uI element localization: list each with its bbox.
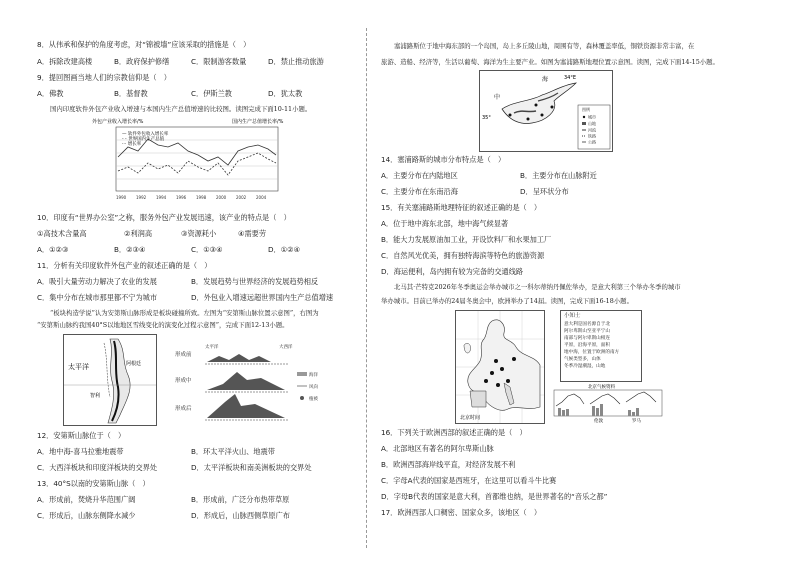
q12-option-a[interactable]: A．地中海-喜马拉雅地震带 [37, 447, 124, 456]
label-chile: 智利 [90, 393, 101, 399]
q14-option-c[interactable]: C．主要分布在东南沿海 [381, 187, 458, 196]
info-box-line-4: 平原，沿海平原，面积 [564, 343, 610, 348]
q17-stem: 17．欧洲西部人口稠密、国家众多，该地区（ ） [381, 508, 542, 517]
q16-option-c[interactable]: C．字母A代表的国家是西班牙，在这里可以看斗牛比赛 [381, 476, 557, 485]
q10-option-b[interactable]: B．②③④ [114, 245, 146, 254]
q14-stem: 14．塞浦路斯的城市分布特点是（ ） [381, 155, 506, 164]
q10-option-c[interactable]: C．①③④ [191, 245, 223, 254]
label-pacific-top: 太平洋 [205, 345, 219, 350]
q8-option-c[interactable]: C．限制游客数量 [191, 57, 247, 66]
label-sea: 海 [542, 76, 549, 83]
q8-option-b[interactable]: B．政府保护修缮 [114, 57, 170, 66]
q12-stem: 12．安第斯山脉位于（ ） [37, 431, 126, 440]
q10-option-a[interactable]: A．①②③ [37, 245, 69, 254]
svg-text:1990: 1990 [116, 195, 127, 200]
svg-text:1994: 1994 [156, 195, 167, 200]
q16-option-b[interactable]: B．欧洲西部海岸线平直，对经济发展不利 [381, 460, 516, 469]
label-argentina: 阿根廷 [126, 361, 142, 367]
q10-item-2: ②利润高 [124, 229, 153, 238]
intro-10-11: 国内印度软件外包产业收入增速与本国内生产总值增速的比较图。读图完成下面10-11小题。 [50, 105, 312, 113]
q15-option-d[interactable]: D．海运便利，岛内拥有较为完备的交通线路 [381, 267, 524, 276]
intro-12-13-line1: “板块构造学说”认为安第斯山脉形成是板块碰撞所致。左图为“安第斯山脉位置示意图”，右图为 [50, 309, 319, 317]
info-box-title: 小知士 [564, 313, 581, 319]
q9-option-d[interactable]: D．犹太教 [268, 89, 303, 98]
q15-option-a[interactable]: A．位于地中海东北部，地中海气候显著 [381, 219, 509, 228]
formation-diagram [175, 344, 340, 424]
q12-option-b[interactable]: B．环太平洋火山、地震带 [191, 447, 275, 456]
stage-during: 形成中 [175, 378, 192, 384]
q13-option-b[interactable]: B．形成前，广泛分布热带草原 [191, 495, 290, 504]
temp-curve-2 [590, 394, 620, 404]
q9-option-c[interactable]: C．伊斯兰教 [191, 89, 232, 98]
q9-option-b[interactable]: B．基督教 [114, 89, 148, 98]
temp-curve-3 [626, 392, 656, 402]
q11-option-c[interactable]: C．集中分布在城市那里都不宁为城市 [37, 293, 158, 302]
legend-wind: 风向 [309, 385, 318, 390]
q8-option-d[interactable]: D．禁止推动旅游 [268, 57, 324, 66]
chart-series-gdp [118, 153, 276, 175]
column-divider [366, 28, 367, 548]
plate-boundary [104, 343, 110, 397]
chart-y-right-label: 国内生产总值增长率/% [232, 119, 284, 125]
intro-16-18-line2: 举办城市。目前已举办的24届冬奥会中，欧洲举办了14届。读图，完成下面16-18小题。 [381, 297, 633, 305]
legend-ocean: 海洋 [309, 373, 318, 378]
q8-option-a[interactable]: A．拆除改建高楼 [37, 57, 93, 66]
q15-option-b[interactable]: B．能大力发展原油加工业，开设饮料厂和水果加工厂 [381, 235, 552, 244]
map3-caption: 北京时间 [460, 415, 481, 421]
andes-location-map [63, 334, 157, 426]
q15-option-c[interactable]: C．自然风光优美，拥有独特海滨等特色的旅游资源 [381, 251, 545, 260]
chart-series-outsourcing [118, 139, 276, 165]
intro-14-15-line1: 塞浦路斯位于地中海东部的一个岛国，岛上多丘陵山地，周围有等，森林覆盖率低，铜铁资源非常丰富，在 [394, 42, 695, 50]
info-box-line-6: 气候类型多，山体 [564, 357, 601, 362]
climate-label-london: 伦敦 [594, 419, 603, 424]
info-box [560, 310, 642, 382]
q11-option-b[interactable]: B．发展趋势与世界经济的发展趋势相反 [191, 277, 319, 286]
iberia [470, 391, 486, 407]
svg-text:2002: 2002 [236, 195, 247, 200]
stage-before: 形成前 [175, 352, 192, 358]
label-longitude: 34°E [564, 75, 577, 81]
q8-stem: 8．从伟承和保护的角度考虑，对“锦被墙”应该采取的措施是（ ） [37, 40, 251, 49]
climate-charts [548, 382, 666, 424]
map2-legend-railway: 铁路 [588, 133, 596, 139]
intro-12-13-line2: “安第斯山脉约我国40°S以地地区雪线变化的演变化过程示意图”，完成下面12-13小题。 [37, 321, 289, 329]
q16-option-d[interactable]: D．字母B代表的国家是意大利，首都维也纳，是世界著名的“音乐之都” [381, 492, 608, 501]
svg-text:1992: 1992 [136, 195, 147, 200]
q11-option-a[interactable]: A．吸引大量劳动力解决了农业的发展 [37, 277, 157, 286]
q10-item-1: ①高技术含量高 [37, 229, 87, 238]
outsourcing-growth-chart [92, 117, 298, 207]
stage-after: 形成后 [175, 406, 192, 412]
q13-option-c[interactable]: C．形成后，山脉东侧降水减少 [37, 511, 136, 520]
info-box-line-1: 意大利是国名源自于北 [564, 322, 610, 327]
q10-stem: 10．印度有“世界办公室”之称，服务外包产业发展迅速，该产业的特点是（ ） [37, 213, 291, 222]
climate-label-rome: 罗马 [632, 419, 641, 424]
q14-option-b[interactable]: B．主要分布在山脉附近 [520, 171, 597, 180]
legend-ocean-swatch [297, 372, 307, 376]
map2-legend-mountain: 山地 [588, 121, 596, 126]
chart-legend-1: — 软件外包收入增长率 [122, 132, 169, 137]
q13-stem: 13．40°S以南的安第斯山脉（ ） [37, 479, 150, 488]
q12-option-d[interactable]: D．太平洋板块和南美洲板块的交界处 [191, 463, 312, 472]
label-atlantic-top: 大西洋 [279, 345, 293, 350]
svg-text:2000: 2000 [216, 195, 227, 200]
temp-curve-1 [556, 394, 584, 406]
map2-legend-city: 城市 [588, 114, 596, 120]
q13-option-d[interactable]: D．形成后，山脉西侧草原广布 [191, 511, 290, 520]
info-box-line-7: 冬季冷湿潮湿，山地 [564, 364, 606, 369]
q10-item-4: ④需要劳 [238, 229, 267, 238]
south-america-landmass [108, 339, 130, 423]
landform-during [207, 372, 285, 390]
svg-text:2004: 2004 [256, 195, 267, 200]
q9-option-a[interactable]: A．佛教 [37, 89, 64, 98]
cyprus-island [502, 83, 576, 123]
q14-option-d[interactable]: D．呈环状分布 [520, 187, 569, 196]
label-pacific: 太平洋 [68, 363, 89, 371]
q11-option-d[interactable]: D．外包业入增速远超世界国内生产总值增速 [191, 293, 334, 302]
map2-legend-title: 图例 [582, 107, 590, 112]
q12-option-c[interactable]: C．大西洋板块和印度洋板块的交界处 [37, 463, 158, 472]
label-latitude: 35° [482, 115, 491, 121]
info-box-line-3: 南部与阿尔卑斯山相连 [564, 336, 610, 341]
intro-16-18-line1: 北马其·芒特克2026年冬季奥运会举办城市之一科尔蒂纳丹佩佐举办，是意大利第三个举办冬季的城市 [394, 283, 681, 291]
cyprus-map [479, 70, 613, 152]
chart-y-left-label: 外包产业收入增长率/% [92, 119, 144, 125]
info-box-line-5: 地中海，位置于欧洲的南方 [564, 350, 620, 355]
q16-stem: 16．下列关于欧洲西部的叙述正确的是（ ） [381, 428, 527, 437]
svg-text:1996: 1996 [176, 195, 187, 200]
q9-stem: 9．提回图画当地人们的宗教信仰是（ ） [37, 73, 171, 82]
chart-legend-2: - - 世界国内生产总值 [122, 137, 165, 142]
legend-vegetation-swatch [300, 396, 304, 400]
q13-option-a[interactable]: A．形成前，焚烧升华范围广阔 [37, 495, 136, 504]
chart-legend-3: ··· 增长率 [122, 142, 142, 147]
landform-before [207, 354, 285, 362]
q10-option-d[interactable]: D．①②④ [268, 245, 301, 254]
climate-title: 北京气候资料 [588, 385, 615, 390]
chart-x-ticks [116, 195, 267, 200]
intro-14-15-line2: 旅游、造船、经济等，生活以葡萄、海洋为生主要产业。如图为塞浦路斯地理位置示意图。读图，完成下面14-15小题。 [381, 58, 719, 66]
landform-after [207, 394, 285, 418]
q10-item-3: ③资源耗小 [181, 229, 217, 238]
legend-vegetation: 植被 [309, 397, 318, 402]
svg-text:1998: 1998 [196, 195, 207, 200]
map2-legend-road: 公路 [588, 139, 596, 145]
q16-option-a[interactable]: A．北部地区有著名的阿尔卑斯山脉 [381, 444, 494, 453]
map2-legend-river: 河流 [588, 127, 596, 133]
british-isles [464, 343, 471, 353]
europe-map [455, 310, 545, 424]
info-box-line-2: 阿尔卑斯山至亚平宁山 [564, 329, 610, 334]
q14-option-a[interactable]: A．主要分布在内陆地区 [381, 171, 458, 180]
q15-stem: 15．有关塞浦路斯地理特征的叙述正确的是（ ） [381, 203, 542, 212]
label-mediterranean: 中 [494, 94, 501, 101]
q11-stem: 11．分析有关印度软件外包产业的叙述正确的是（ ） [37, 261, 212, 270]
